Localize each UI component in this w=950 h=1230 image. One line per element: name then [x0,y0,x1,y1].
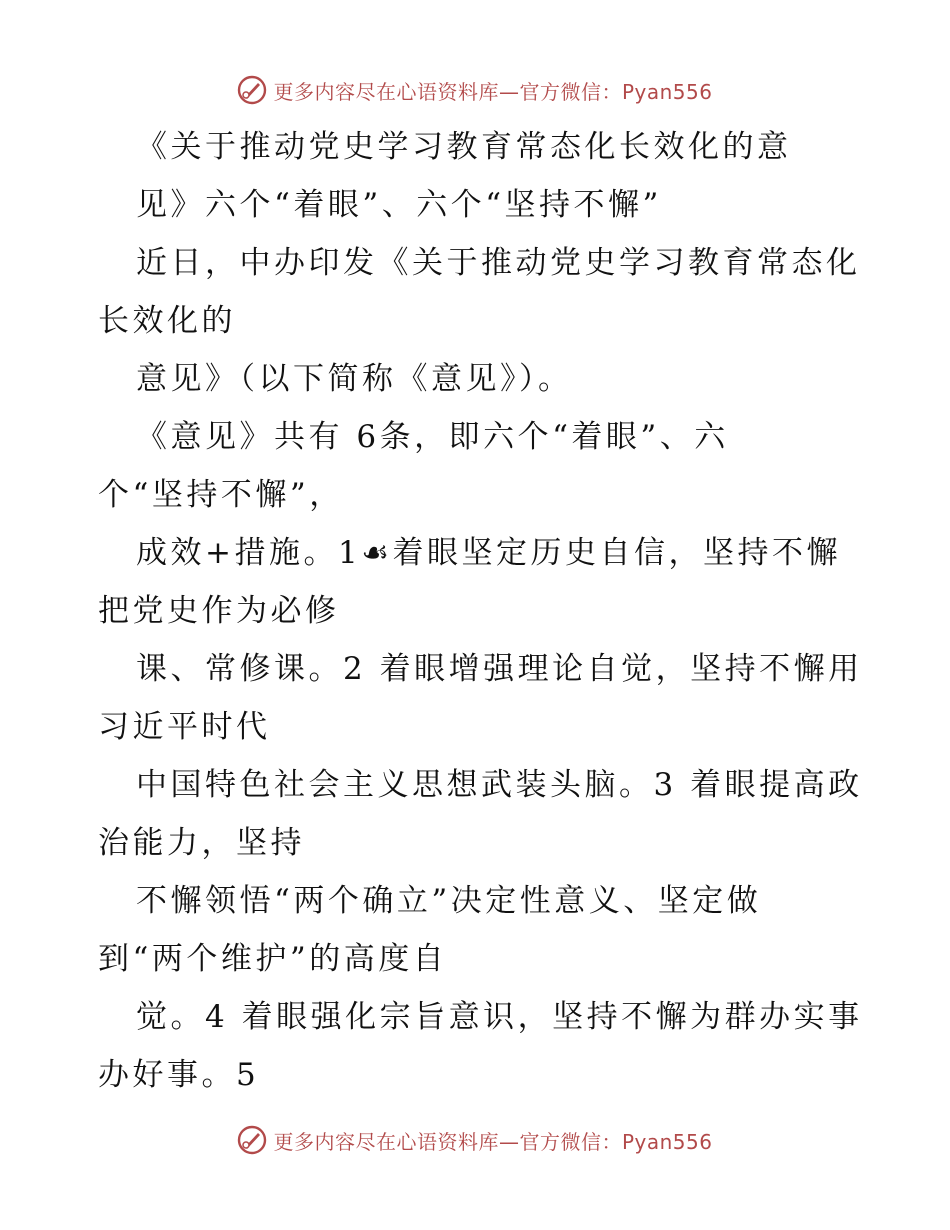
paragraph-line: 近日，中办印发《关于推动党史学习教育常态化 [136,245,861,281]
paragraph-line: 个“坚持不懈”， [98,477,344,513]
paragraph-line: 治能力，坚持 [98,825,305,861]
paragraph-line: 《关于推动党史学习教育常态化长效化的意 [136,129,792,165]
paragraph-line: 习近平时代 [98,709,271,745]
paragraph-line: 长效化的 [98,303,236,339]
quill-seal-icon [237,75,267,105]
paragraph-line: 成效+措施。1☙着眼坚定历史自信，坚持不懈 [136,535,841,571]
paragraph-line: 把党史作为必修 [98,593,340,629]
quill-seal-icon [237,1125,267,1155]
paragraph-line: 课、常修课。2 着眼增强理论自觉，坚持不懈用 [136,651,863,687]
paragraph-line: 意见》（以下简称《意见》）。 [136,361,573,397]
header-banner [0,72,950,108]
paragraph-line: 中国特色社会主义思想武装头脑。3 着眼提高政 [136,767,863,803]
document-body [98,118,863,1104]
header-banner-text: 更多内容尽在心语资料库—官方微信：Pyan556 [273,79,713,104]
paragraph-line: 觉。4 着眼强化宗旨意识，坚持不懈为群办实事 [136,999,863,1035]
paragraph-line: 见》六个“着眼”、六个“坚持不懈” [136,187,662,223]
paragraph-line: 到“两个维护”的高度自 [98,941,448,977]
paragraph-line: 办好事。5 [98,1057,260,1093]
paragraph-line: 《意见》共有 6条，即六个“着眼”、六 [136,419,729,455]
paragraph-line: 不懈领悟“两个确立”决定性意义、坚定做 [136,883,762,919]
footer-banner [0,1122,950,1158]
footer-banner-text: 更多内容尽在心语资料库—官方微信：Pyan556 [273,1129,713,1154]
